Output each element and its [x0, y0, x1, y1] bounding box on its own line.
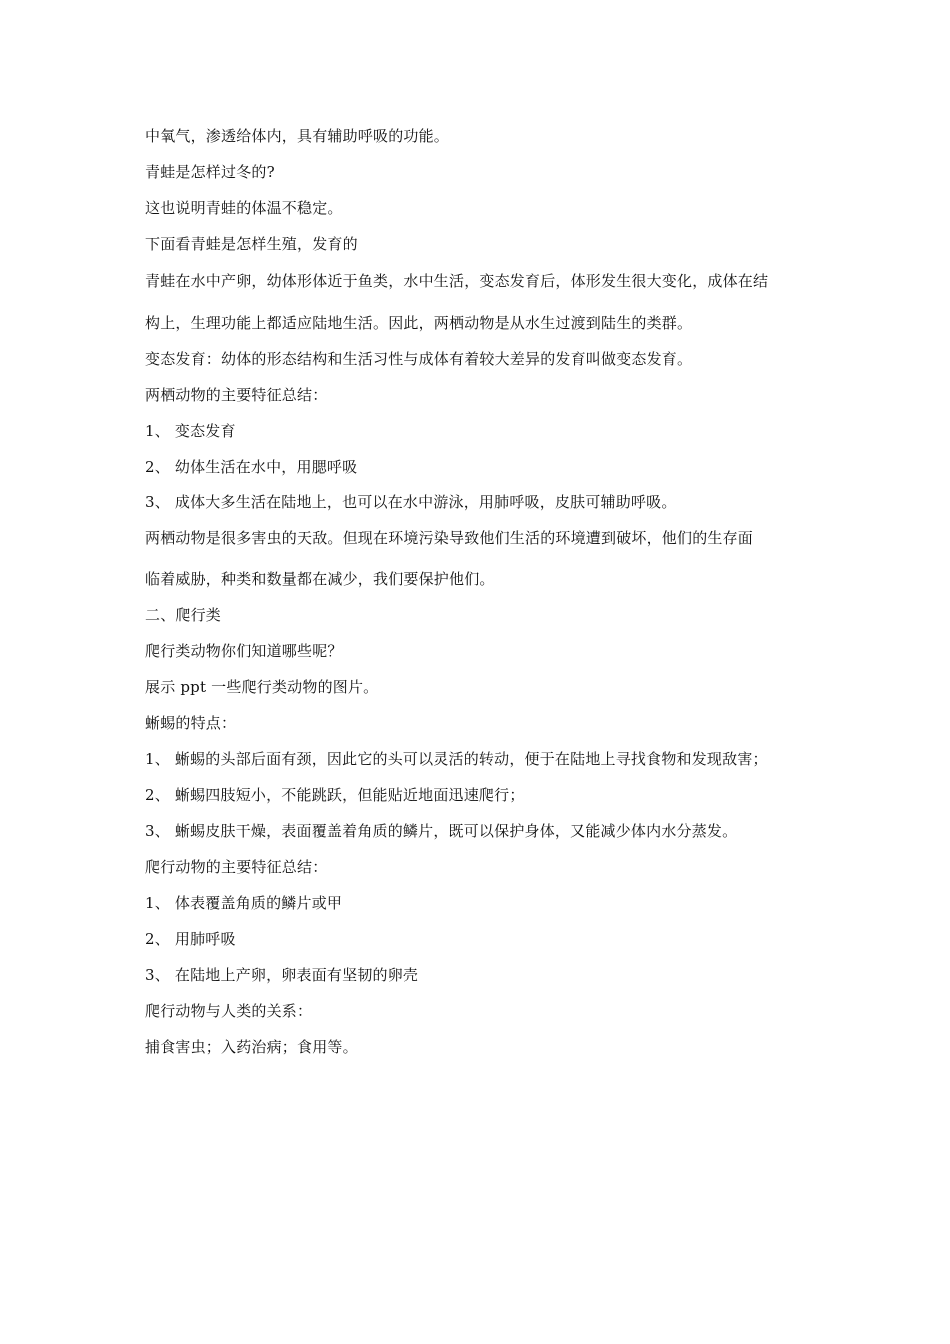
- text-line: 展示 ppt 一些爬行类动物的图片。: [145, 678, 379, 696]
- text-line: 蜥蜴的特点：: [145, 714, 237, 732]
- text-line: 青蛙是怎样过冬的?: [145, 163, 275, 181]
- text-line: 青蛙在水中产卵，幼体形体近于鱼类，水中生活，变态发育后，体形发生很大变化，成体在结: [145, 272, 769, 290]
- list-item: 1、 蜥蜴的头部后面有颈，因此它的头可以灵活的转动，便于在陆地上寻找食物和发现敌害；: [145, 750, 768, 768]
- list-item: 2、 用肺呼吸: [145, 930, 236, 948]
- list-item: 2、 蜥蜴四肢短小，不能跳跃，但能贴近地面迅速爬行；: [145, 786, 525, 804]
- text-line: 爬行动物的主要特征总结：: [145, 858, 328, 876]
- text-line: 两栖动物是很多害虫的天敌。但现在环境污染导致他们生活的环境遭到破坏，他们的生存面: [145, 529, 754, 547]
- list-item: 2、 幼体生活在水中，用腮呼吸: [145, 458, 358, 476]
- text-line: 捕食害虫；入药治病；食用等。: [145, 1038, 358, 1056]
- section-heading: 二、爬行类: [145, 606, 222, 624]
- text-line: 两栖动物的主要特征总结：: [145, 386, 328, 404]
- text-line: 变态发育：幼体的形态结构和生活习性与成体有着较大差异的发育叫做变态发育。: [145, 350, 693, 368]
- list-item: 3、 在陆地上产卵，卵表面有坚韧的卵壳: [145, 966, 419, 984]
- list-item: 3、 成体大多生活在陆地上，也可以在水中游泳，用肺呼吸，皮肤可辅助呼吸。: [145, 493, 677, 511]
- list-item: 3、 蜥蜴皮肤干燥，表面覆盖着角质的鳞片，既可以保护身体，又能减少体内水分蒸发。: [145, 822, 738, 840]
- text-line: 爬行动物与人类的关系：: [145, 1002, 313, 1020]
- text-line: 这也说明青蛙的体温不稳定。: [145, 199, 343, 217]
- text-line: 中氧气，渗透给体内，具有辅助呼吸的功能。: [145, 127, 450, 145]
- list-item: 1、 体表覆盖角质的鳞片或甲: [145, 894, 343, 912]
- text-line: 临着威胁，种类和数量都在减少，我们要保护他们。: [145, 570, 495, 588]
- text-line: 下面看青蛙是怎样生殖，发育的: [145, 235, 358, 253]
- text-line: 构上，生理功能上都适应陆地生活。因此，两栖动物是从水生过渡到陆生的类群。: [145, 314, 693, 332]
- text-line: 爬行类动物你们知道哪些呢？: [145, 642, 343, 660]
- list-item: 1、 变态发育: [145, 422, 236, 440]
